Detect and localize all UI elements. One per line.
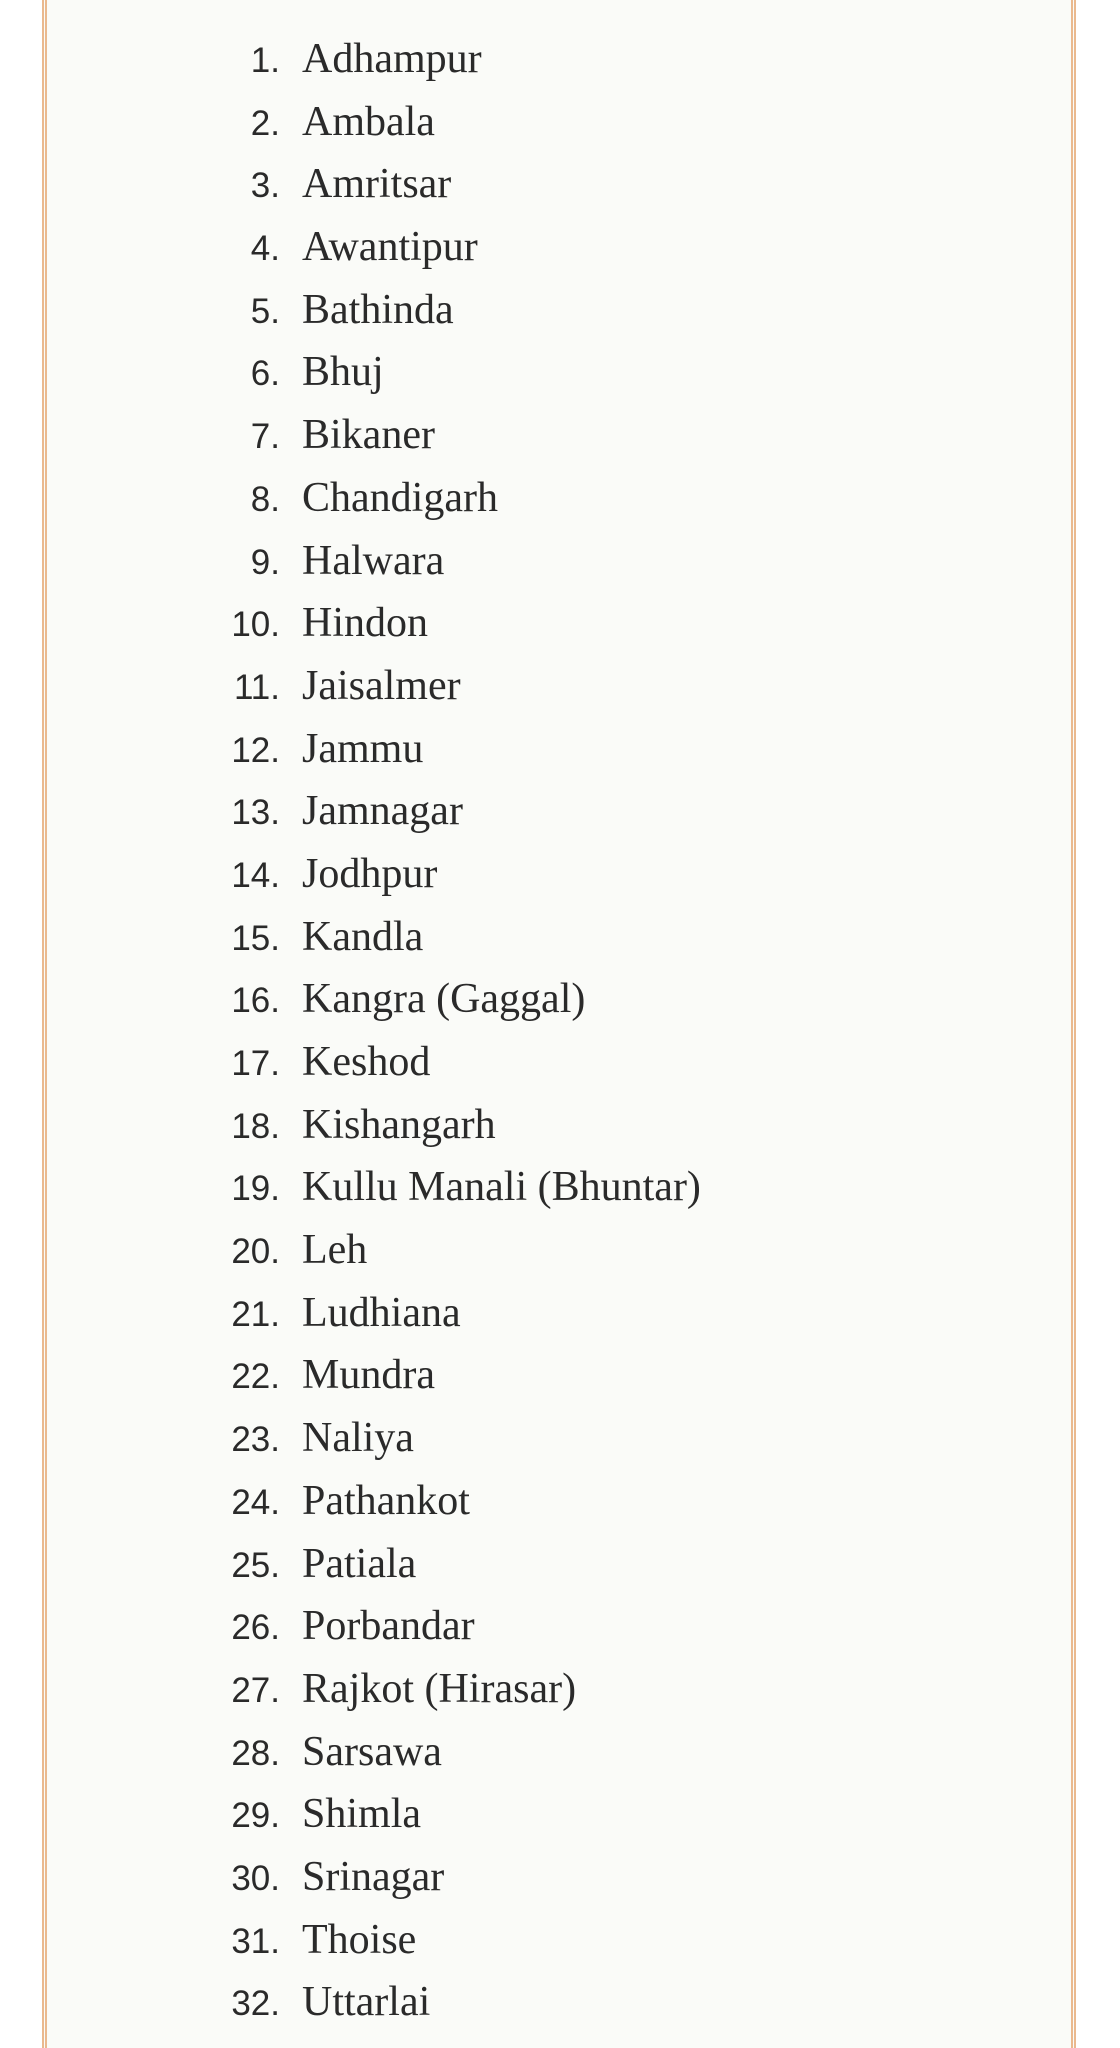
list-item-number: 22.	[231, 1357, 280, 1397]
list-item-number: 23.	[231, 1420, 280, 1460]
list-item-number: 16.	[231, 981, 280, 1021]
list-item-name: Amritsar	[302, 161, 452, 208]
list-item-name: Sarsawa	[302, 1728, 442, 1775]
list-item-number: 4.	[250, 229, 280, 269]
list-item-number: 26.	[231, 1608, 280, 1648]
list-item-number: 24.	[231, 1482, 280, 1522]
list-item	[47, 216, 1071, 279]
list-item-number: 29.	[231, 1796, 280, 1836]
list-item	[47, 655, 1071, 718]
list-item-name: Patiala	[302, 1540, 417, 1587]
list-item-name: Bhuj	[302, 349, 384, 396]
list-item	[47, 404, 1071, 467]
list-item	[47, 1219, 1071, 1282]
list-item-name: Ludhiana	[302, 1289, 461, 1336]
list-item-number: 6.	[250, 354, 280, 394]
list-item-name: Naliya	[302, 1415, 414, 1462]
list-item	[47, 1909, 1071, 1972]
list-item-name: Pathankot	[302, 1477, 470, 1524]
numbered-list	[47, 28, 1071, 2034]
list-item-name: Kandla	[302, 913, 424, 960]
list-item-number: 9.	[250, 542, 280, 582]
list-item-name: Bathinda	[302, 286, 454, 333]
list-item	[47, 1721, 1071, 1784]
list-item-name: Shimla	[302, 1791, 422, 1838]
list-item-name: Adhampur	[302, 36, 482, 82]
list-item-number: 7.	[250, 417, 280, 457]
list-item	[47, 1971, 1071, 2034]
list-item-name: Jaisalmer	[302, 662, 461, 709]
list-item-number: 27.	[231, 1670, 280, 1710]
list-item-name: Uttarlai	[302, 1979, 431, 2026]
list-item	[47, 1344, 1071, 1407]
list-item-name: Halwara	[302, 537, 445, 584]
list-item-name: Bikaner	[302, 412, 435, 459]
list-item-number: 10.	[231, 605, 280, 645]
list-item-number: 3.	[250, 166, 280, 206]
list-item	[47, 1846, 1071, 1909]
list-item-number: 2.	[250, 103, 280, 143]
list-item-name: Keshod	[302, 1039, 431, 1085]
list-item	[47, 467, 1071, 530]
list-item	[47, 530, 1071, 593]
list-item-name: Awantipur	[302, 224, 478, 271]
list-item-number: 28.	[231, 1733, 280, 1773]
list-item	[47, 1533, 1071, 1596]
list-item-number: 18.	[231, 1106, 280, 1146]
list-item-number: 31.	[231, 1921, 280, 1961]
list-item-number: 8.	[250, 479, 280, 519]
list-item-number: 13.	[231, 793, 280, 833]
list-item-number: 17.	[231, 1044, 280, 1083]
list-item	[47, 1595, 1071, 1658]
list-item	[47, 1783, 1071, 1846]
list-item	[47, 968, 1071, 1031]
list-item-name: Kullu Manali (Bhuntar)	[302, 1164, 701, 1211]
list-item-number: 21.	[231, 1294, 280, 1334]
list-item	[47, 1156, 1071, 1219]
list-item	[47, 718, 1071, 781]
list-item	[47, 906, 1071, 969]
list-item-number: 19.	[231, 1169, 280, 1209]
list-item-number: 25.	[231, 1545, 280, 1585]
list-item-name: Jammu	[302, 725, 424, 772]
list-item-number: 20.	[231, 1232, 280, 1272]
list-item	[47, 279, 1071, 342]
list-item-name: Chandigarh	[302, 474, 498, 521]
list-item-number: 1.	[250, 41, 280, 80]
list-item	[47, 153, 1071, 216]
list-item	[47, 1094, 1071, 1157]
list-item-number: 12.	[231, 730, 280, 770]
list-item-name: Thoise	[302, 1916, 417, 1963]
list-item-name: Jodhpur	[302, 850, 438, 897]
list-item-number: 11.	[233, 667, 280, 707]
list-item-name: Hindon	[302, 600, 428, 647]
list-item	[47, 780, 1071, 843]
list-item-number: 14.	[231, 855, 280, 895]
list-item-name: Ambala	[302, 98, 435, 145]
list-item-number: 30.	[231, 1858, 280, 1898]
list-item-name: Srinagar	[302, 1853, 445, 1900]
list-item	[47, 1407, 1071, 1470]
list-item-number: 15.	[231, 918, 280, 958]
list-item	[47, 1658, 1071, 1721]
list-item-name: Rajkot (Hirasar)	[302, 1665, 577, 1712]
list-item	[47, 341, 1071, 404]
content-frame	[42, 0, 1076, 2048]
list-item-name: Mundra	[302, 1352, 435, 1399]
list-item	[47, 1470, 1071, 1533]
list-item-name: Jamnagar	[302, 788, 463, 835]
list-item-name: Kangra (Gaggal)	[302, 976, 586, 1023]
list-item	[47, 1031, 1071, 1094]
list-item	[47, 1282, 1071, 1345]
list-item-name: Porbandar	[302, 1603, 475, 1650]
list-item	[47, 843, 1071, 906]
list-item	[47, 91, 1071, 154]
list-item-number: 5.	[250, 291, 280, 331]
list-item-name: Kishangarh	[302, 1101, 496, 1148]
list-item-number: 32.	[231, 1984, 280, 2024]
list-item-name: Leh	[302, 1227, 368, 1274]
list-item	[47, 592, 1071, 655]
list-item	[47, 28, 1071, 91]
